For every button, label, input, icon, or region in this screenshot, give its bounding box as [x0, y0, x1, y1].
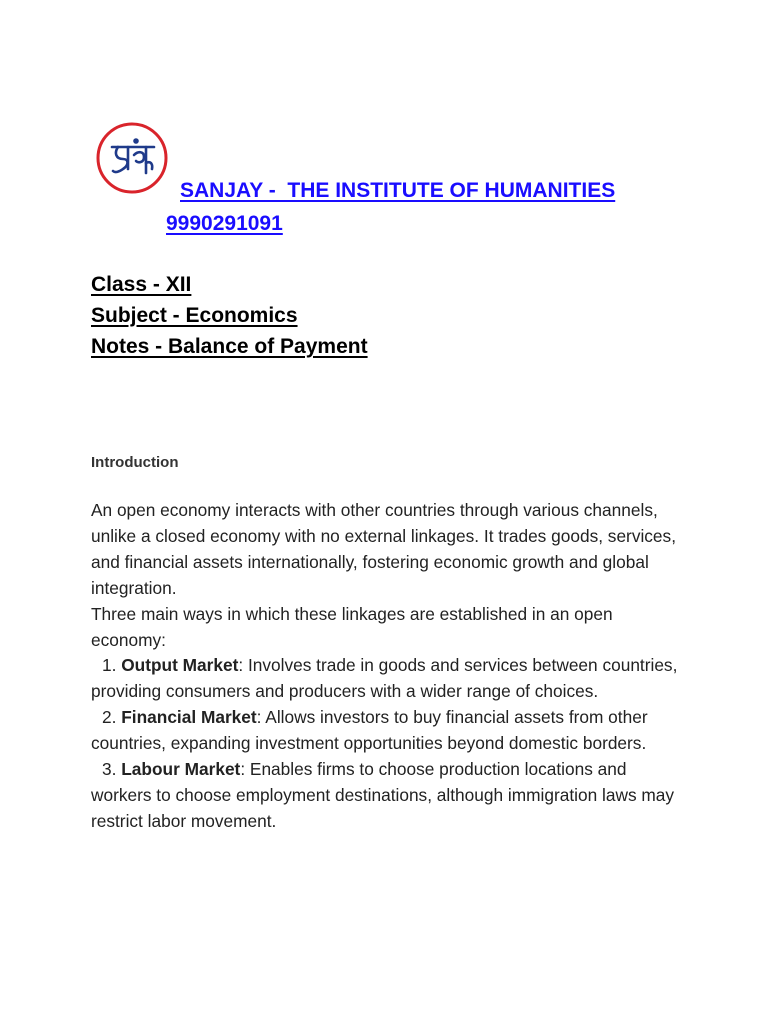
subject-heading: Subject - Economics [91, 304, 298, 327]
intro-paragraph: An open economy interacts with other countries through various channels, unlike a closed economy with no external linkages. It trades goods, services, and financial assets internationally, fostering economic growth and global integration. [91, 500, 676, 598]
linkages-list [91, 653, 691, 834]
list-item-term: Labour Market [121, 759, 241, 780]
institute-name-link[interactable]: SANJAY - THE INSTITUTE OF HUMANITIES [180, 179, 616, 202]
institute-phone-link[interactable]: 9990291091 [166, 212, 283, 235]
notes-heading: Notes - Balance of Payment [91, 335, 368, 358]
introduction-heading: Introduction [91, 454, 179, 471]
list-item-number: 3. [102, 759, 117, 780]
list-item-text: : Allows investors to buy financial assets from other countries, expanding investment opportunities beyond domestic borders. [91, 707, 648, 754]
list-item [91, 757, 691, 835]
list-item-term: Output Market [121, 655, 239, 676]
list-item-text: : Involves trade in goods and services between countries, providing consumers and producers with a wider range of choices. [91, 655, 678, 702]
logo-emblem-icon [92, 117, 174, 199]
list-item-number: 1. [102, 655, 117, 676]
introduction-body [91, 498, 691, 835]
class-heading: Class - XII [91, 273, 192, 296]
list-item-text: : Enables firms to choose production locations and workers to choose employment destinations, although immigration laws may restrict labor movement. [91, 759, 675, 831]
list-item [91, 653, 691, 705]
linkages-paragraph: Three main ways in which these linkages are established in an open economy: [91, 603, 613, 650]
list-item-term: Financial Market [121, 707, 257, 728]
institute-logo [92, 117, 174, 199]
list-item-number: 2. [102, 707, 117, 728]
list-item [91, 705, 691, 757]
